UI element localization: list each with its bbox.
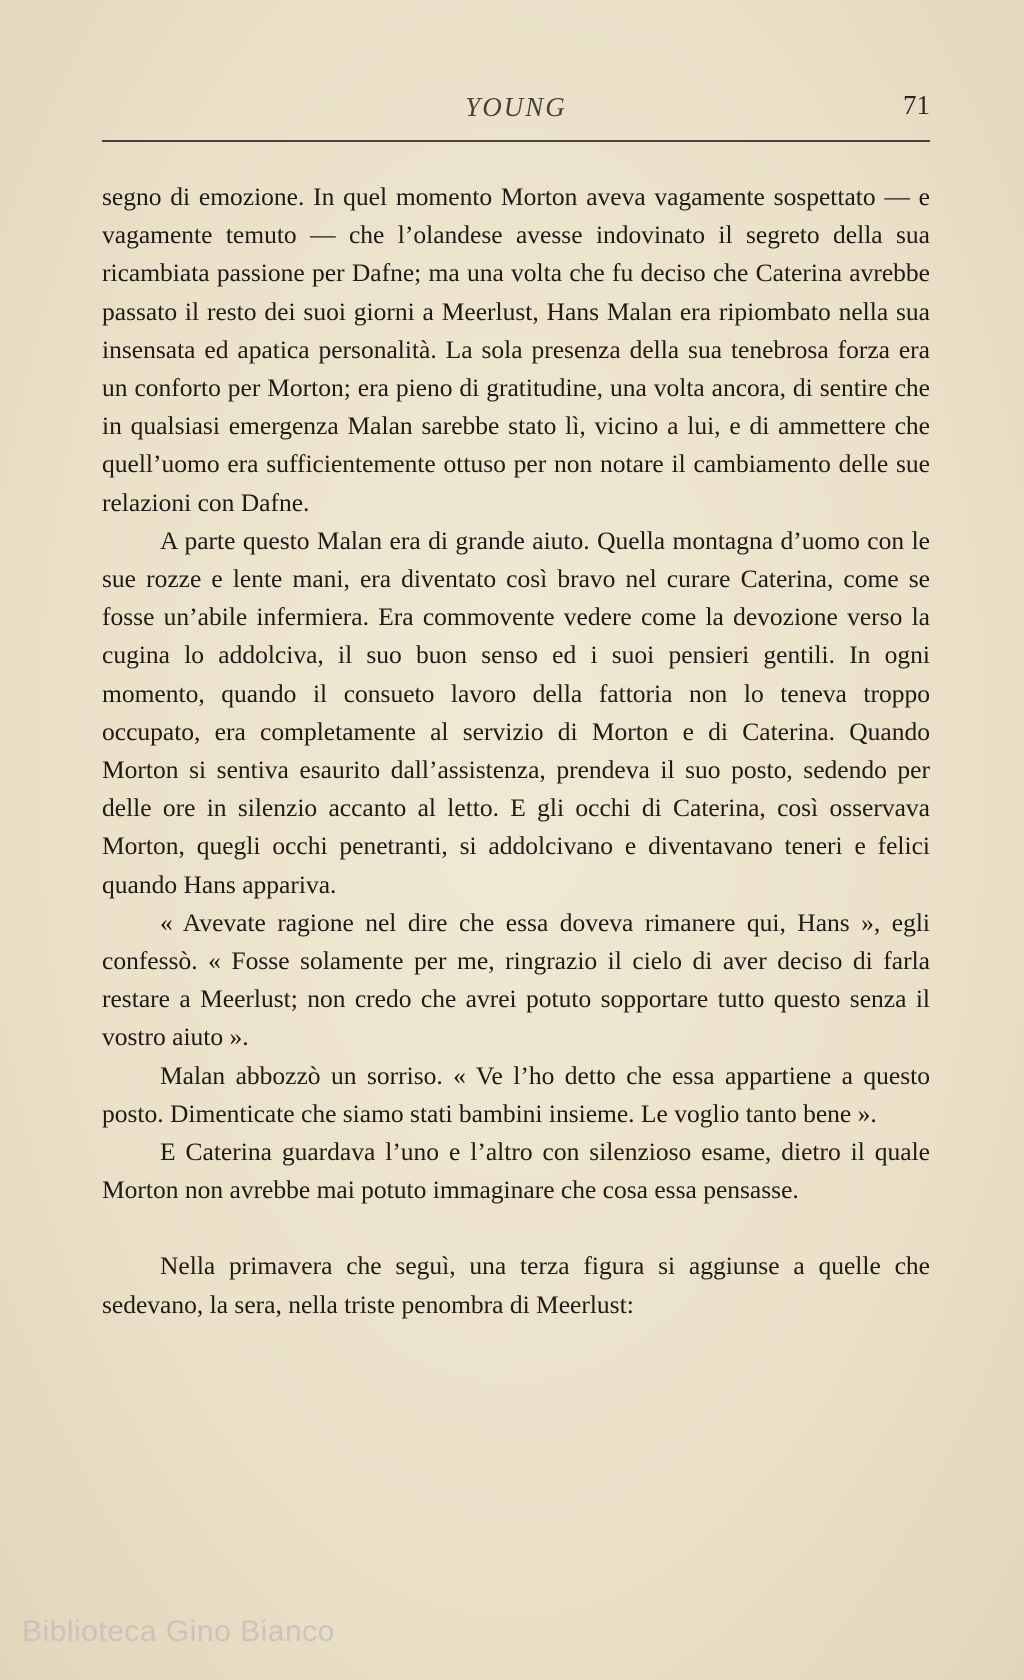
paragraph-1: segno di emozione. In quel momento Morton aveva vagamente sospettato — e vagamente temuto — che l’olandese avesse indovinato il segreto della sua ricambiata passione per Dafne; ma una volta che fu deciso che Caterina avrebbe passato il resto dei suoi giorni a Meerlust, Hans Malan era ripiombato nella sua insensata ed apatica personalità. La sola presenza della sua tenebrosa forza era un conforto per Morton; era pieno di gratitudine, una volta ancora, di sentire che in qualsiasi emergenza Malan sarebbe stato lì, vicino a lui, e di ammettere che quell’uomo era sufficientemente ottuso per non notare il cambiamento delle sue relazioni con Dafne. — [102, 182, 930, 517]
paragraph-4: Malan abbozzò un sorriso. « Ve l’ho detto che essa appartiene a questo posto. Dimenticate che siamo stati bambini insieme. Le voglio tanto bene ». — [102, 1060, 930, 1128]
paragraph-3: « Avevate ragione nel dire che essa doveva rimanere qui, Hans », egli confessò. « Fosse solamente per me, ringrazio il cielo di aver deciso di farla restare a Meerlust; non credo che avrei potuto sopportare tutto questo senza il vostro aiuto ». — [102, 907, 930, 1052]
library-watermark: Biblioteca Gino Bianco — [22, 1615, 335, 1648]
paragraph-6: Nella primavera che seguì, una terza figura si aggiunse a quelle che sedevano, la sera, nella triste penombra di Meerlust: — [102, 1251, 930, 1319]
body-text — [102, 178, 930, 1324]
paragraph-2: A parte questo Malan era di grande aiuto. Quella montagna d’uomo con le sue rozze e lente mani, era diventato così bravo nel curare Caterina, come se fosse un’abile infermiera. Era commovente vedere come la devozione verso la cugina lo addolciva, il suo buon senso ed i suoi pensieri gentili. In ogni momento, quando il consueto lavoro della fattoria non lo teneva troppo occupato, era completamente al servizio di Morton e di Caterina. Quando Morton si sentiva esaurito dall’assistenza, prendeva il suo posto, sedendo per delle ore in silenzio accanto al letto. E gli occhi di Caterina, così osservava Morton, quegli occhi penetranti, si addolcivano e diventavano teneri e felici quando Hans appariva. — [102, 525, 930, 899]
page-header — [102, 86, 930, 136]
header-rule — [102, 140, 930, 142]
running-title: YOUNG — [465, 92, 567, 122]
paragraph-5: E Caterina guardava l’uno e l’altro con silenzioso esame, dietro il quale Morton non avrebbe mai potuto immaginare che cosa essa pensasse. — [102, 1137, 930, 1205]
page-number: 71 — [903, 90, 930, 120]
